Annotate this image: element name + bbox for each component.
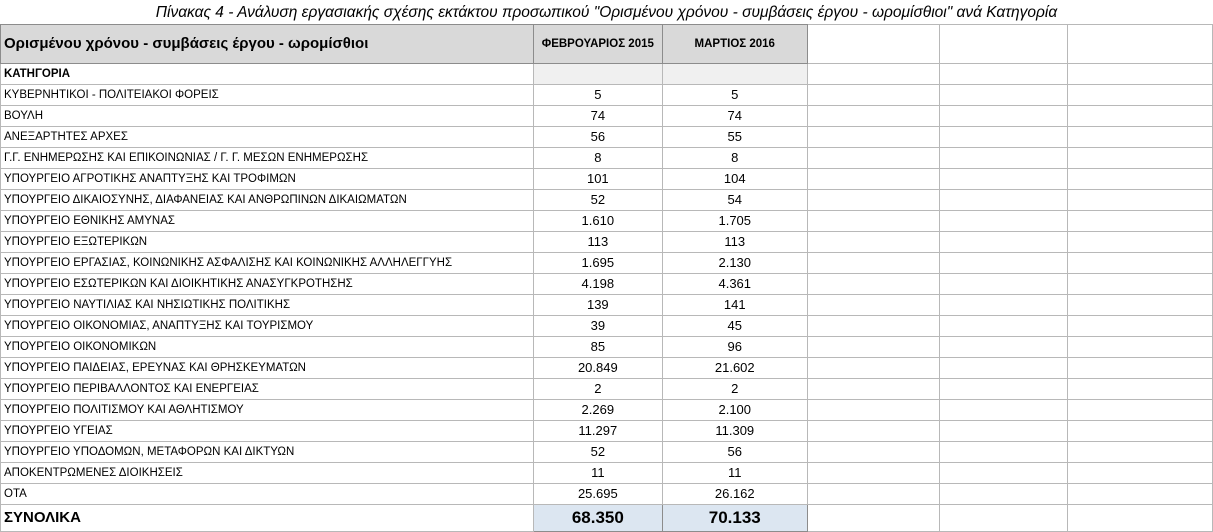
empty-cell	[940, 253, 1068, 274]
table-row	[1, 400, 1213, 421]
value-feb-2015: 74	[533, 106, 662, 127]
empty-cell	[1068, 190, 1213, 211]
empty-cell	[1068, 253, 1213, 274]
table-row	[1, 106, 1213, 127]
empty-cell	[940, 358, 1068, 379]
row-name: ΥΠΟΥΡΓΕΙΟ ΠΕΡΙΒΑΛΛΟΝΤΟΣ ΚΑΙ ΕΝΕΡΓΕΙΑΣ	[1, 379, 534, 400]
empty-cell	[940, 25, 1068, 64]
table-row	[1, 232, 1213, 253]
empty-cell	[807, 169, 940, 190]
value-feb-2015: 20.849	[533, 358, 662, 379]
table-row	[1, 211, 1213, 232]
value-feb-2015: 2.269	[533, 400, 662, 421]
table-row	[1, 85, 1213, 106]
row-name: ΥΠΟΥΡΓΕΙΟ ΕΣΩΤΕΡΙΚΩΝ ΚΑΙ ΔΙΟΙΚΗΤΙΚΗΣ ΑΝΑΣΥΓΚΡΟΤΗΣΗΣ	[1, 274, 534, 295]
empty-cell	[1068, 274, 1213, 295]
empty-cell	[807, 232, 940, 253]
empty-cell	[1068, 106, 1213, 127]
row-name: Γ.Γ. ΕΝΗΜΕΡΩΣΗΣ ΚΑΙ ΕΠΙΚΟΙΝΩΝΙΑΣ / Γ. Γ. ΜΕΣΩΝ ΕΝΗΜΕΡΩΣΗΣ	[1, 148, 534, 169]
empty-cell	[940, 316, 1068, 337]
row-name: ΥΠΟΥΡΓΕΙΟ ΕΞΩΤΕΡΙΚΩΝ	[1, 232, 534, 253]
row-name: ΑΠΟΚΕΝΤΡΩΜΕΝΕΣ ΔΙΟΙΚΗΣΕΙΣ	[1, 463, 534, 484]
table-row	[1, 442, 1213, 463]
empty-cell	[807, 505, 940, 532]
value-feb-2015: 1.695	[533, 253, 662, 274]
empty-cell	[807, 421, 940, 442]
empty-cell	[807, 253, 940, 274]
table-row	[1, 463, 1213, 484]
empty-cell	[940, 484, 1068, 505]
empty-cell	[1068, 379, 1213, 400]
table-row	[1, 379, 1213, 400]
empty-cell	[940, 85, 1068, 106]
value-feb-2015: 101	[533, 169, 662, 190]
empty-cell	[1068, 25, 1213, 64]
table-caption: Πίνακας 4 - Ανάλυση εργασιακής σχέσης εκτάκτου προσωπικού "Ορισμένου χρόνου - συμβάσεις έργου - ωρομίσθιοι" ανά Κατηγορία	[155, 4, 1058, 21]
empty-cell	[533, 64, 662, 85]
value-feb-2015: 52	[533, 190, 662, 211]
empty-cell	[1068, 463, 1213, 484]
empty-cell	[940, 421, 1068, 442]
value-mar-2016: 26.162	[662, 484, 807, 505]
value-mar-2016: 4.361	[662, 274, 807, 295]
value-feb-2015: 139	[533, 295, 662, 316]
value-feb-2015: 5	[533, 85, 662, 106]
empty-cell	[807, 85, 940, 106]
value-mar-2016: 74	[662, 106, 807, 127]
empty-cell	[807, 190, 940, 211]
empty-cell	[807, 379, 940, 400]
value-mar-2016: 141	[662, 295, 807, 316]
category-label: ΚΑΤΗΓΟΡΙΑ	[1, 64, 534, 85]
empty-cell	[1068, 295, 1213, 316]
empty-cell	[940, 190, 1068, 211]
value-mar-2016: 8	[662, 148, 807, 169]
row-name: ΥΠΟΥΡΓΕΙΟ ΕΡΓΑΣΙΑΣ, ΚΟΙΝΩΝΙΚΗΣ ΑΣΦΑΛΙΣΗΣ ΚΑΙ ΚΟΙΝΩΝΙΚΗΣ ΑΛΛΗΛΕΓΓΥΗΣ	[1, 253, 534, 274]
empty-cell	[1068, 484, 1213, 505]
empty-cell	[940, 232, 1068, 253]
value-feb-2015: 11	[533, 463, 662, 484]
table-row	[1, 421, 1213, 442]
empty-cell	[940, 127, 1068, 148]
empty-cell	[807, 358, 940, 379]
row-name: ΥΠΟΥΡΓΕΙΟ ΟΙΚΟΝΟΜΙΑΣ, ΑΝΑΠΤΥΞΗΣ ΚΑΙ ΤΟΥΡΙΣΜΟΥ	[1, 316, 534, 337]
empty-cell	[1068, 442, 1213, 463]
table-row	[1, 484, 1213, 505]
row-name: ΥΠΟΥΡΓΕΙΟ ΥΓΕΙΑΣ	[1, 421, 534, 442]
empty-cell	[1068, 148, 1213, 169]
table-row	[1, 358, 1213, 379]
total-row	[1, 505, 1213, 532]
empty-cell	[807, 316, 940, 337]
row-name: ΚΥΒΕΡΝΗΤΙΚΟΙ - ΠΟΛΙΤΕΙΑΚΟΙ ΦΟΡΕΙΣ	[1, 85, 534, 106]
data-table	[0, 24, 1213, 532]
value-mar-2016: 104	[662, 169, 807, 190]
row-name: ΥΠΟΥΡΓΕΙΟ ΥΠΟΔΟΜΩΝ, ΜΕΤΑΦΟΡΩΝ ΚΑΙ ΔΙΚΤΥΩΝ	[1, 442, 534, 463]
header-row	[1, 25, 1213, 64]
empty-cell	[807, 484, 940, 505]
value-feb-2015: 2	[533, 379, 662, 400]
empty-cell	[807, 274, 940, 295]
empty-cell	[807, 295, 940, 316]
empty-cell	[940, 337, 1068, 358]
empty-cell	[1068, 358, 1213, 379]
value-feb-2015: 25.695	[533, 484, 662, 505]
empty-cell	[807, 64, 940, 85]
empty-cell	[1068, 337, 1213, 358]
empty-cell	[940, 295, 1068, 316]
row-name: ΥΠΟΥΡΓΕΙΟ ΔΙΚΑΙΟΣΥΝΗΣ, ΔΙΑΦΑΝΕΙΑΣ ΚΑΙ ΑΝΘΡΩΠΙΝΩΝ ΔΙΚΑΙΩΜΑΤΩΝ	[1, 190, 534, 211]
empty-cell	[940, 505, 1068, 532]
table-row	[1, 274, 1213, 295]
header-mar-2016: ΜΑΡΤΙΟΣ 2016	[662, 25, 807, 64]
value-mar-2016: 11	[662, 463, 807, 484]
row-name: ΥΠΟΥΡΓΕΙΟ ΝΑΥΤΙΛΙΑΣ ΚΑΙ ΝΗΣΙΩΤΙΚΗΣ ΠΟΛΙΤΙΚΗΣ	[1, 295, 534, 316]
value-feb-2015: 4.198	[533, 274, 662, 295]
category-row	[1, 64, 1213, 85]
value-mar-2016: 2.100	[662, 400, 807, 421]
value-mar-2016: 96	[662, 337, 807, 358]
table-row	[1, 316, 1213, 337]
value-mar-2016: 11.309	[662, 421, 807, 442]
empty-cell	[1068, 211, 1213, 232]
table-row	[1, 295, 1213, 316]
value-mar-2016: 113	[662, 232, 807, 253]
row-name: ΥΠΟΥΡΓΕΙΟ ΠΑΙΔΕΙΑΣ, ΕΡΕΥΝΑΣ ΚΑΙ ΘΡΗΣΚΕΥΜΑΤΩΝ	[1, 358, 534, 379]
value-mar-2016: 55	[662, 127, 807, 148]
empty-cell	[940, 148, 1068, 169]
row-name: ΥΠΟΥΡΓΕΙΟ ΕΘΝΙΚΗΣ ΑΜΥΝΑΣ	[1, 211, 534, 232]
empty-cell	[807, 106, 940, 127]
empty-cell	[1068, 400, 1213, 421]
table-row	[1, 190, 1213, 211]
value-mar-2016: 54	[662, 190, 807, 211]
empty-cell	[807, 25, 940, 64]
row-name: ΟΤΑ	[1, 484, 534, 505]
empty-cell	[1068, 505, 1213, 532]
empty-cell	[940, 274, 1068, 295]
value-feb-2015: 52	[533, 442, 662, 463]
empty-cell	[807, 400, 940, 421]
value-feb-2015: 113	[533, 232, 662, 253]
empty-cell	[1068, 316, 1213, 337]
empty-cell	[940, 400, 1068, 421]
empty-cell	[1068, 421, 1213, 442]
value-feb-2015: 11.297	[533, 421, 662, 442]
value-feb-2015: 39	[533, 316, 662, 337]
header-feb-2015: ΦΕΒΡΟΥΑΡΙΟΣ 2015	[533, 25, 662, 64]
empty-cell	[1068, 64, 1213, 85]
row-name: ΥΠΟΥΡΓΕΙΟ ΠΟΛΙΤΙΣΜΟΥ ΚΑΙ ΑΘΛΗΤΙΣΜΟΥ	[1, 400, 534, 421]
empty-cell	[940, 379, 1068, 400]
empty-cell	[940, 106, 1068, 127]
table-row	[1, 148, 1213, 169]
empty-cell	[940, 442, 1068, 463]
value-feb-2015: 1.610	[533, 211, 662, 232]
value-mar-2016: 45	[662, 316, 807, 337]
table-row	[1, 169, 1213, 190]
empty-cell	[662, 64, 807, 85]
empty-cell	[1068, 127, 1213, 148]
total-feb-2015: 68.350	[533, 505, 662, 532]
empty-cell	[940, 169, 1068, 190]
table-row	[1, 253, 1213, 274]
empty-cell	[807, 442, 940, 463]
empty-cell	[807, 127, 940, 148]
empty-cell	[940, 211, 1068, 232]
empty-cell	[807, 337, 940, 358]
value-feb-2015: 85	[533, 337, 662, 358]
value-feb-2015: 56	[533, 127, 662, 148]
value-mar-2016: 1.705	[662, 211, 807, 232]
value-mar-2016: 5	[662, 85, 807, 106]
value-mar-2016: 2.130	[662, 253, 807, 274]
row-name: ΥΠΟΥΡΓΕΙΟ ΑΓΡΟΤΙΚΗΣ ΑΝΑΠΤΥΞΗΣ ΚΑΙ ΤΡΟΦΙΜΩΝ	[1, 169, 534, 190]
value-mar-2016: 2	[662, 379, 807, 400]
empty-cell	[940, 64, 1068, 85]
table-row	[1, 127, 1213, 148]
empty-cell	[1068, 169, 1213, 190]
empty-cell	[807, 148, 940, 169]
total-label: ΣΥΝΟΛΙΚΑ	[1, 505, 534, 532]
value-mar-2016: 56	[662, 442, 807, 463]
row-name: ΑΝΕΞΑΡΤΗΤΕΣ ΑΡΧΕΣ	[1, 127, 534, 148]
row-name: ΥΠΟΥΡΓΕΙΟ ΟΙΚΟΝΟΜΙΚΩΝ	[1, 337, 534, 358]
value-feb-2015: 8	[533, 148, 662, 169]
header-title: Ορισμένου χρόνου - συμβάσεις έργου - ωρομίσθιοι	[1, 25, 534, 64]
empty-cell	[1068, 232, 1213, 253]
table-row	[1, 337, 1213, 358]
empty-cell	[807, 463, 940, 484]
empty-cell	[1068, 85, 1213, 106]
value-mar-2016: 21.602	[662, 358, 807, 379]
empty-cell	[940, 463, 1068, 484]
row-name: ΒΟΥΛΗ	[1, 106, 534, 127]
empty-cell	[807, 211, 940, 232]
total-mar-2016: 70.133	[662, 505, 807, 532]
